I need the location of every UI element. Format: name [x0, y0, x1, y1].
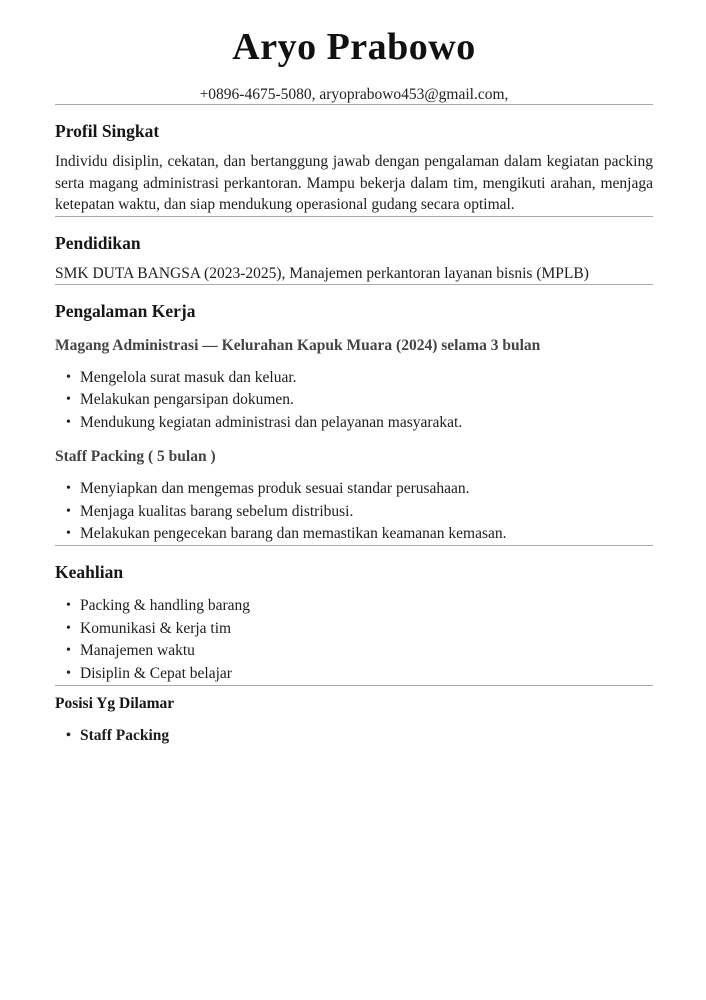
section-title-keahlian: Keahlian: [55, 562, 124, 583]
list-item: • Menyiapkan dan mengemas produk sesuai standar perusahaan.: [55, 478, 653, 500]
section-profil-singkat: [55, 119, 653, 216]
list-item: • Melakukan pengecekan barang dan memastikan keamanan kemasan.: [55, 523, 653, 545]
divider: [55, 104, 653, 105]
section-posisi-dilamar: [55, 694, 653, 747]
list-item: • Mendukung kegiatan administrasi dan pelayanan masyarakat.: [55, 412, 653, 434]
section-keahlian: [55, 560, 653, 685]
resume-name: Aryo Prabowo: [232, 26, 476, 68]
divider: [55, 685, 653, 686]
job-heading-magang: Magang Administrasi — Kelurahan Kapuk Muara (2024) selama 3 bulan: [55, 337, 541, 354]
section-title-pendidikan: Pendidikan: [55, 232, 141, 253]
section-title-posisi: Posisi Yg Dilamar: [55, 695, 175, 713]
list-item: • Melakukan pengarsipan dokumen.: [55, 389, 653, 411]
section-pengalaman-kerja: [55, 299, 653, 545]
section-title-pengalaman: Pengalaman Kerja: [55, 301, 196, 321]
section-title-profil: Profil Singkat: [55, 121, 160, 141]
divider: [55, 545, 653, 546]
contact-line: +0896-4675-5080, aryoprabowo453@gmail.com,: [199, 86, 509, 103]
section-pendidikan: [55, 231, 653, 285]
pendidikan-line: SMK DUTA BANGSA (2023-2025), Manajemen perkantoran layanan bisnis (MPLB): [55, 264, 589, 282]
list-item: • Komunikasi & kerja tim: [55, 618, 653, 640]
list-item: • Staff Packing: [55, 725, 653, 747]
divider: [55, 284, 653, 285]
list-item: • Menjaga kualitas barang sebelum distribusi.: [55, 501, 653, 523]
list-item: • Packing & handling barang: [55, 595, 653, 617]
job-magang-bullet-list: [55, 367, 653, 434]
job-staff-packing-bullet-list: [55, 478, 653, 545]
job-heading-staff-packing: Staff Packing ( 5 bulan ): [55, 448, 216, 466]
list-item: • Manajemen waktu: [55, 640, 653, 662]
list-item: • Mengelola surat masuk dan keluar.: [55, 367, 653, 389]
list-item: • Disiplin & Cepat belajar: [55, 663, 653, 685]
posisi-bullet-list: [55, 725, 653, 747]
profil-paragraph: Individu disiplin, cekatan, dan bertanggung jawab dengan pengalaman dalam kegiatan packing serta magang administrasi perkantoran. Mampu bekerja dalam tim, mengikuti arahan, menjaga ketepatan waktu, dan siap mendukung operasional gudang secara optimal.: [55, 153, 653, 213]
divider: [55, 216, 653, 217]
keahlian-bullet-list: [55, 595, 653, 685]
